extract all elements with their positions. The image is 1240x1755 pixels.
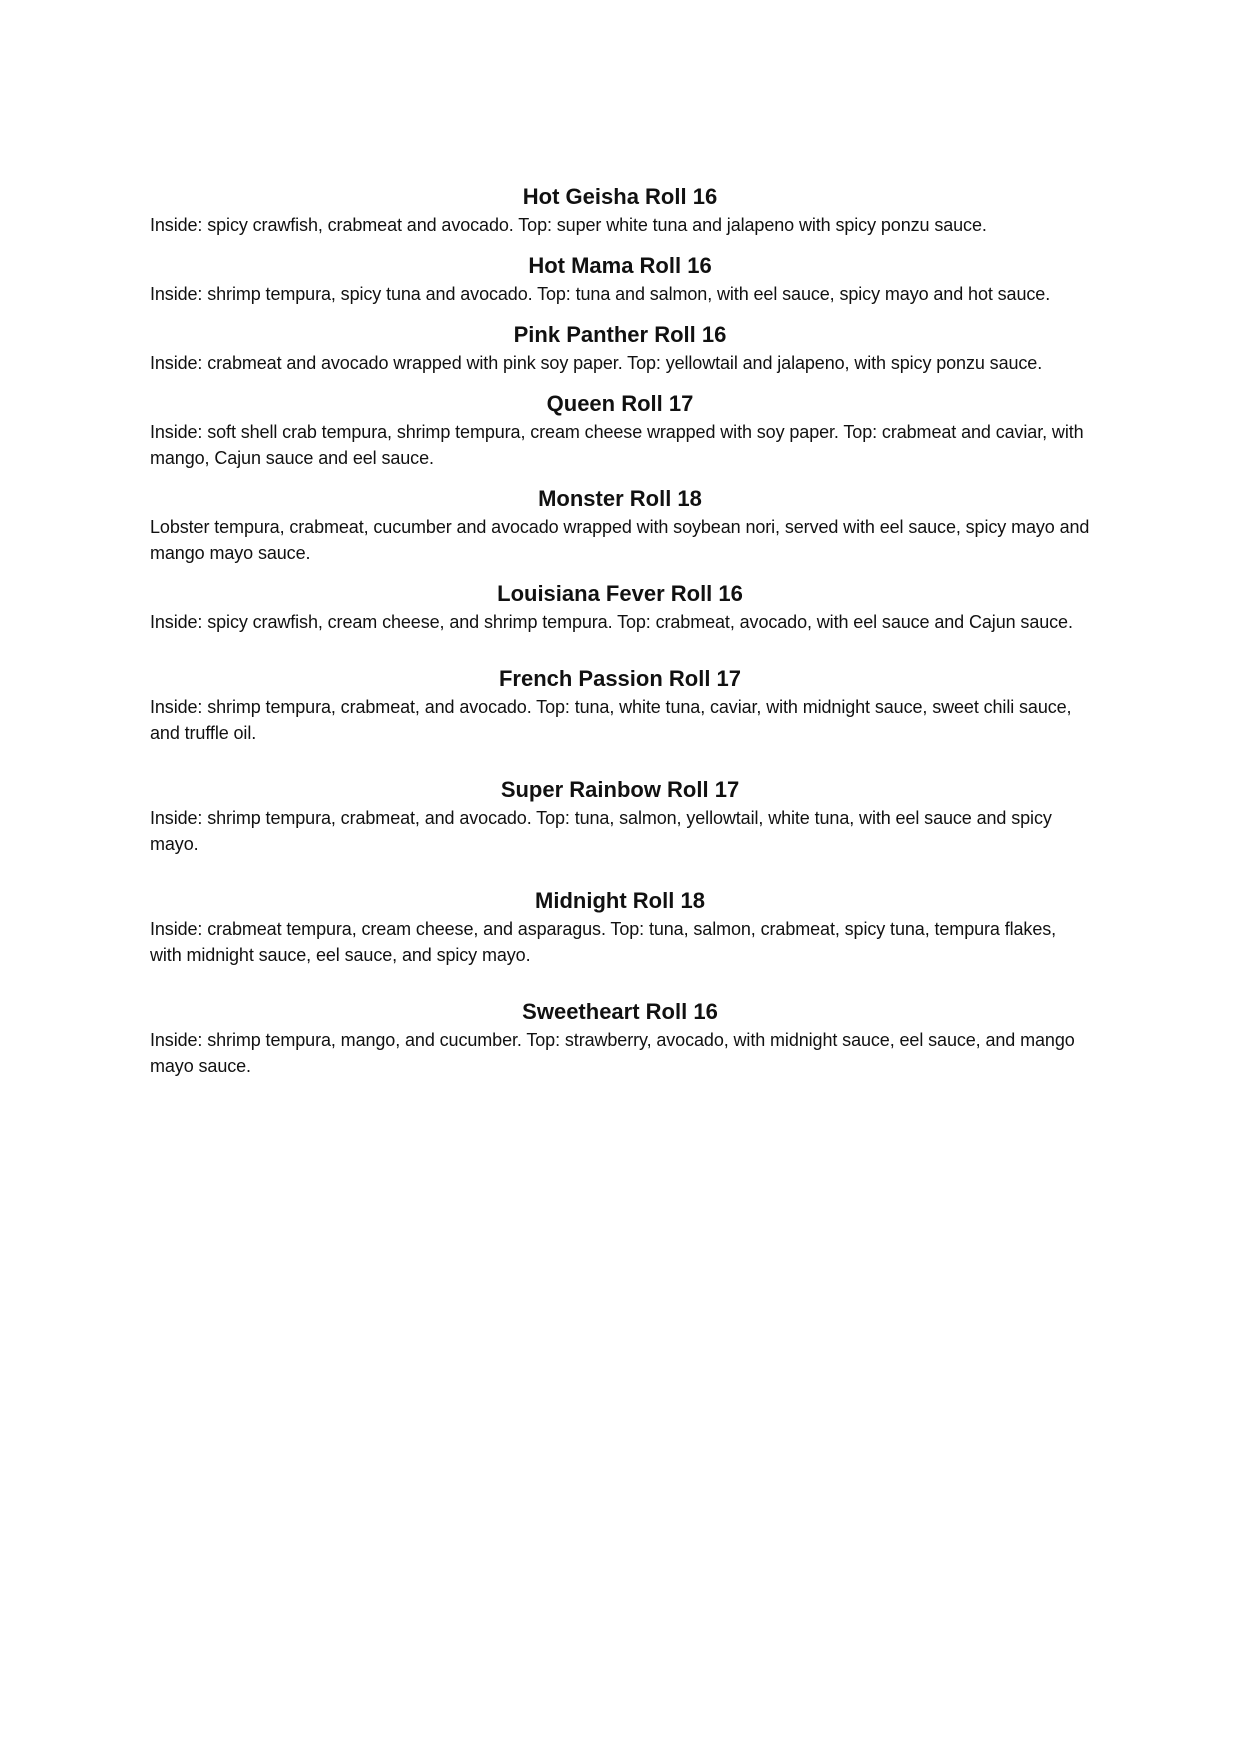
menu-item-super-rainbow-roll bbox=[150, 775, 1090, 857]
item-title: Pink Panther Roll 16 bbox=[513, 322, 727, 347]
menu-item-midnight-roll bbox=[150, 886, 1090, 968]
item-title: Super Rainbow Roll 17 bbox=[500, 777, 740, 802]
menu-item-french-passion-roll bbox=[150, 664, 1090, 746]
item-description: Inside: soft shell crab tempura, shrimp tempura, cream cheese wrapped with soy paper. Top: crabmeat and caviar, with mango, Cajun sauce and eel sauce. bbox=[150, 422, 1084, 468]
item-title: Hot Geisha Roll 16 bbox=[522, 184, 718, 209]
item-title: Queen Roll 17 bbox=[546, 391, 694, 416]
item-description: Lobster tempura, crabmeat, cucumber and avocado wrapped with soybean nori, served with eel sauce, spicy mayo and mango mayo sauce. bbox=[150, 517, 1090, 563]
menu-page bbox=[150, 182, 1090, 1079]
item-title: Sweetheart Roll 16 bbox=[522, 999, 718, 1024]
item-title: Hot Mama Roll 16 bbox=[528, 253, 712, 278]
menu-item-louisiana-fever-roll bbox=[150, 579, 1090, 635]
item-description: Inside: shrimp tempura, mango, and cucumber. Top: strawberry, avocado, with midnight sauce, eel sauce, and mango mayo sauce. bbox=[150, 1030, 1075, 1076]
item-description: Inside: shrimp tempura, spicy tuna and avocado. Top: tuna and salmon, with eel sauce, spicy mayo and hot sauce. bbox=[150, 284, 1051, 304]
menu-item-sweetheart-roll bbox=[150, 997, 1090, 1079]
item-title: Louisiana Fever Roll 16 bbox=[497, 581, 743, 606]
item-description: Inside: crabmeat and avocado wrapped with pink soy paper. Top: yellowtail and jalapeno, with spicy ponzu sauce. bbox=[150, 353, 1043, 373]
item-description: Inside: shrimp tempura, crabmeat, and avocado. Top: tuna, salmon, yellowtail, white tuna, with eel sauce and spicy mayo. bbox=[150, 808, 1052, 854]
menu-item-pink-panther-roll bbox=[150, 320, 1090, 376]
menu-item-hot-mama-roll bbox=[150, 251, 1090, 307]
item-title: Monster Roll 18 bbox=[538, 486, 702, 511]
item-title: French Passion Roll 17 bbox=[498, 666, 742, 691]
item-description: Inside: spicy crawfish, crabmeat and avocado. Top: super white tuna and jalapeno with spicy ponzu sauce. bbox=[150, 215, 987, 235]
menu-item-queen-roll bbox=[150, 389, 1090, 471]
item-description: Inside: spicy crawfish, cream cheese, and shrimp tempura. Top: crabmeat, avocado, with eel sauce and Cajun sauce. bbox=[150, 612, 1073, 632]
menu-item-hot-geisha-roll bbox=[150, 182, 1090, 238]
item-description: Inside: crabmeat tempura, cream cheese, and asparagus. Top: tuna, salmon, crabmeat, spicy tuna, tempura flakes, with midnight sauce, eel sauce, and spicy mayo. bbox=[150, 919, 1057, 965]
menu-item-monster-roll bbox=[150, 484, 1090, 566]
item-title: Midnight Roll 18 bbox=[535, 888, 705, 913]
item-description: Inside: shrimp tempura, crabmeat, and avocado. Top: tuna, white tuna, caviar, with midnight sauce, sweet chili sauce, and truffle oil. bbox=[150, 697, 1072, 743]
